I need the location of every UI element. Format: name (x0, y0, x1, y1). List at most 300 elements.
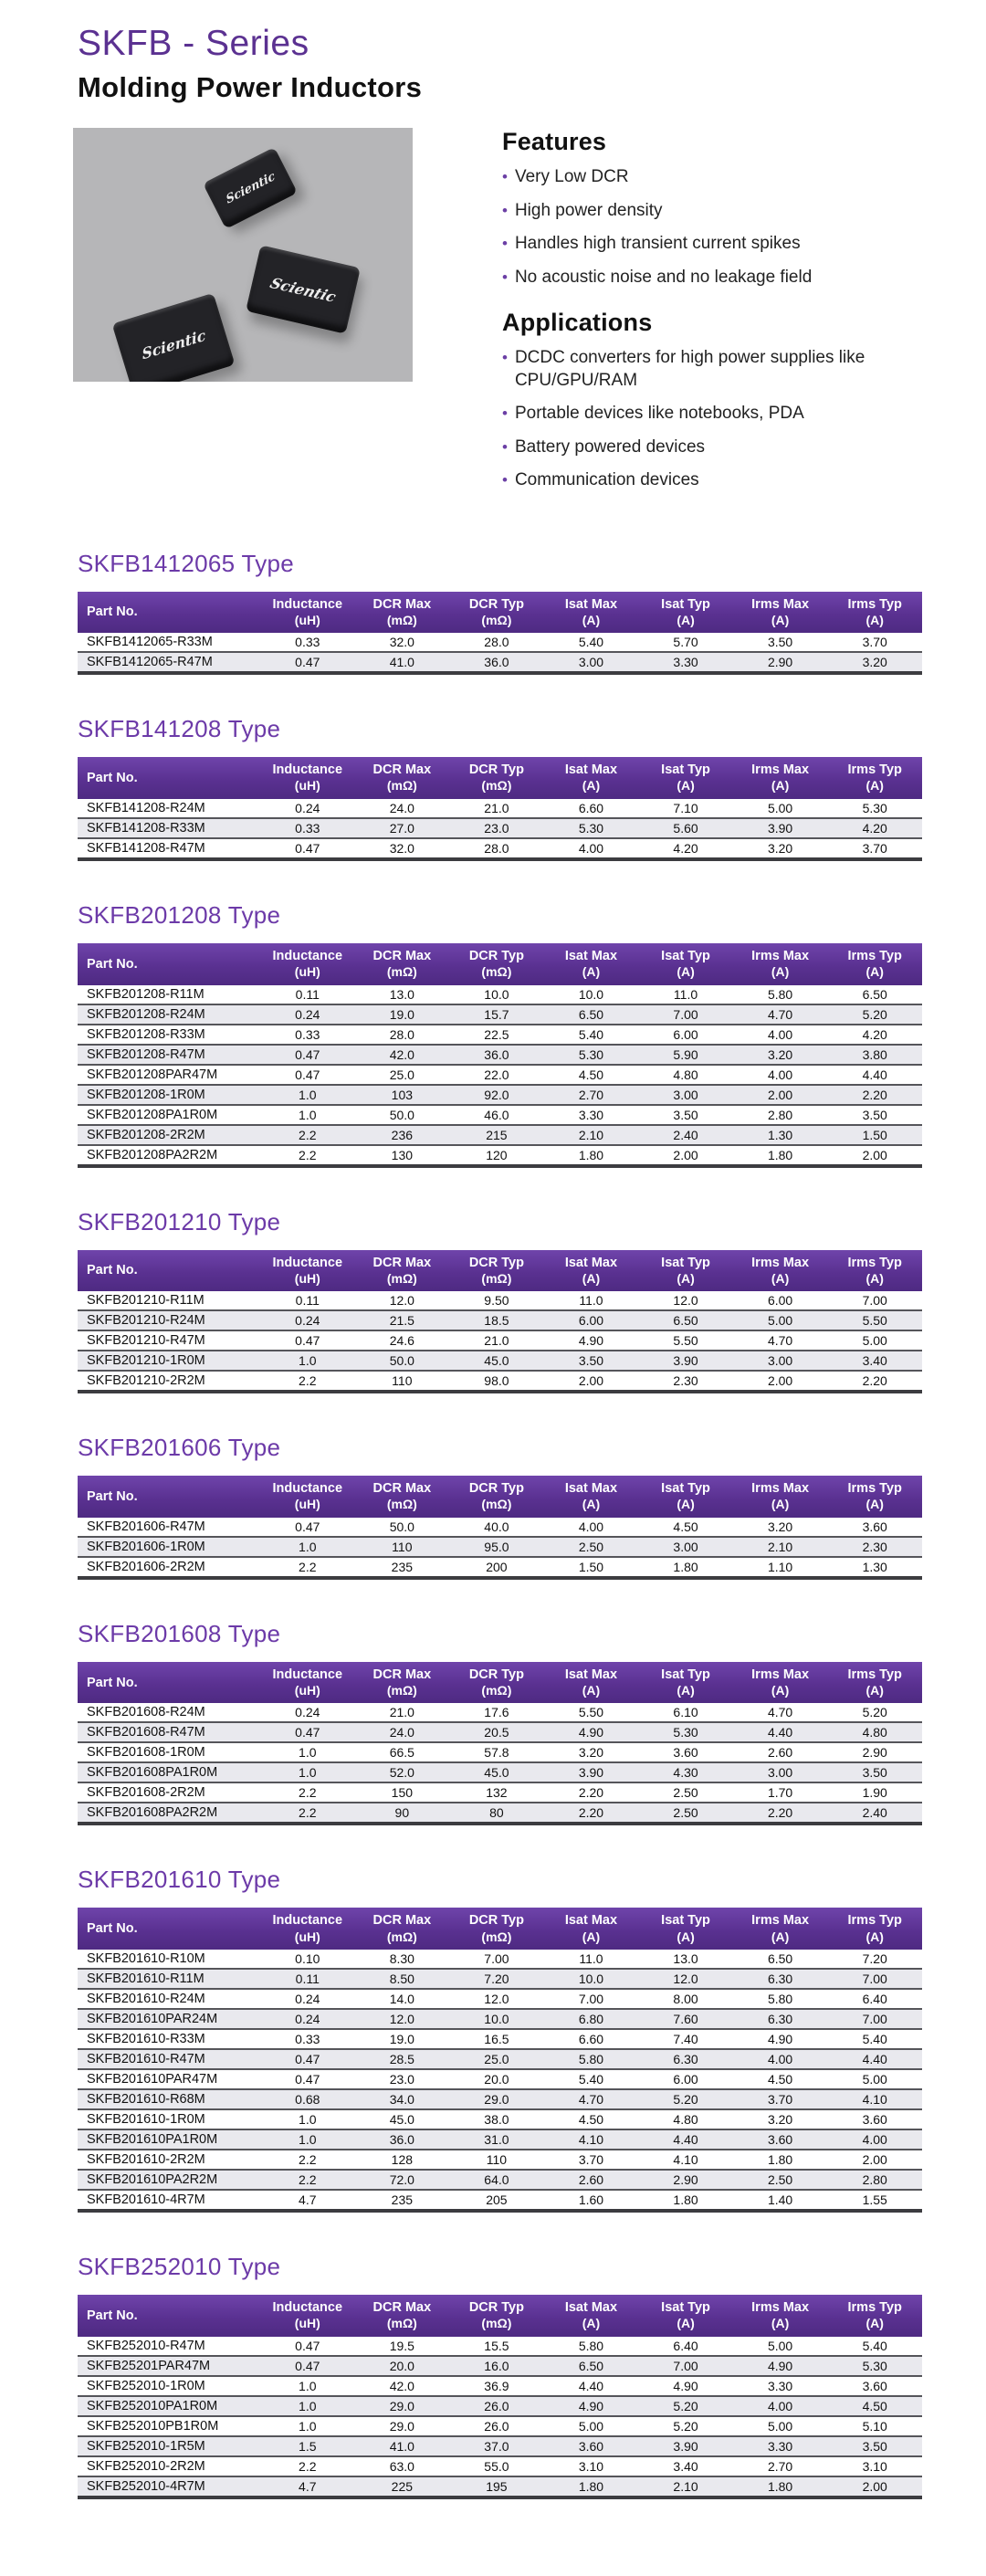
part-no-cell: SKFB201610-R68M (78, 2089, 260, 2109)
column-header-label: Isat Max (564, 1913, 618, 1929)
column-header-unit: (mΩ) (386, 1270, 417, 1286)
column-header-unit: (A) (865, 964, 884, 980)
value-cell: 2.20 (544, 1782, 639, 1803)
value-cell: 5.20 (638, 2396, 733, 2416)
column-header-unit: (A) (771, 1682, 790, 1698)
value-cell: 2.20 (544, 1803, 639, 1824)
column-header-label: DCR Max (372, 2300, 432, 2316)
part-no-cell: SKFB201210-1R0M (78, 1351, 260, 1371)
value-cell: 24.0 (355, 1722, 450, 1742)
column-header (544, 943, 639, 985)
column-header-unit: (uH) (294, 1682, 320, 1698)
value-cell: 7.00 (827, 1969, 922, 1989)
bullet-icon: • (502, 437, 508, 456)
value-cell: 4.7 (260, 2190, 355, 2211)
value-cell: 0.47 (260, 652, 355, 673)
column-header (733, 1662, 828, 1704)
value-cell: 6.30 (638, 2049, 733, 2069)
column-header (260, 943, 355, 985)
value-cell: 3.60 (638, 1742, 733, 1762)
column-header-label: Irms Typ (847, 1255, 902, 1270)
value-cell: 1.55 (827, 2190, 922, 2211)
table-header-row (78, 1908, 922, 1950)
value-cell: 22.0 (449, 1065, 544, 1085)
value-cell: 4.90 (733, 2029, 828, 2049)
value-cell: 0.33 (260, 2029, 355, 2049)
value-cell: 2.50 (544, 1537, 639, 1557)
value-cell: 0.24 (260, 1703, 355, 1722)
value-cell: 3.50 (827, 2436, 922, 2456)
column-header-label: Isat Max (564, 1667, 618, 1682)
value-cell: 8.50 (355, 1969, 450, 1989)
value-cell: 5.50 (827, 1310, 922, 1330)
value-cell: 11.0 (544, 1950, 639, 1969)
value-cell: 2.00 (827, 2476, 922, 2497)
value-cell: 0.33 (260, 633, 355, 652)
table-row (78, 2190, 922, 2211)
column-header (449, 592, 544, 634)
table-header-row (78, 592, 922, 634)
list-item-text: Portable devices like notebooks, PDA (514, 404, 804, 424)
value-cell: 0.47 (260, 2337, 355, 2356)
column-header-label: DCR Max (372, 762, 432, 778)
value-cell: 5.20 (827, 1004, 922, 1025)
value-cell: 2.10 (638, 2476, 733, 2497)
value-cell: 1.80 (544, 2476, 639, 2497)
value-cell: 1.10 (733, 1557, 828, 1578)
column-header-label: DCR Typ (468, 1913, 524, 1929)
column-header (827, 1250, 922, 1292)
value-cell: 36.9 (449, 2376, 544, 2396)
value-cell: 4.70 (733, 1703, 828, 1722)
value-cell: 2.30 (638, 1371, 733, 1392)
column-header (260, 757, 355, 799)
value-cell: 2.00 (827, 1145, 922, 1166)
value-cell: 55.0 (449, 2456, 544, 2476)
value-cell: 21.0 (449, 1330, 544, 1351)
column-header (355, 1250, 450, 1292)
value-cell: 3.90 (638, 2436, 733, 2456)
inductor-chip (112, 293, 236, 382)
part-no-header (78, 1662, 260, 1704)
column-header-unit: (A) (771, 778, 790, 794)
value-cell: 22.5 (449, 1025, 544, 1045)
column-header-label: Part No. (87, 2308, 138, 2323)
value-cell: 2.50 (638, 1803, 733, 1824)
column-header-unit: (A) (865, 1682, 884, 1698)
table-row (78, 1950, 922, 1969)
column-header-label: Irms Max (751, 1667, 810, 1682)
part-no-cell: SKFB201610-2R2M (78, 2150, 260, 2170)
column-header-label: Inductance (272, 596, 343, 612)
column-header-label: DCR Typ (468, 596, 524, 612)
value-cell: 0.47 (260, 1045, 355, 1065)
table-row (78, 1722, 922, 1742)
value-cell: 19.0 (355, 1004, 450, 1025)
value-cell: 1.0 (260, 2376, 355, 2396)
part-no-cell: SKFB201610-R33M (78, 2029, 260, 2049)
value-cell: 4.40 (544, 2376, 639, 2396)
part-no-cell: SKFB141208-R33M (78, 818, 260, 838)
value-cell: 1.90 (827, 1782, 922, 1803)
part-no-cell: SKFB141208-R47M (78, 838, 260, 859)
type-section (78, 2253, 922, 2499)
table-row (78, 2456, 922, 2476)
bullet-icon: • (502, 268, 508, 286)
value-cell: 4.20 (827, 818, 922, 838)
part-no-cell: SKFB252010-4R7M (78, 2476, 260, 2497)
table-row (78, 2150, 922, 2170)
value-cell: 10.0 (449, 985, 544, 1004)
value-cell: 1.0 (260, 1537, 355, 1557)
value-cell: 2.90 (638, 2170, 733, 2190)
value-cell: 2.20 (733, 1803, 828, 1824)
value-cell: 46.0 (449, 1105, 544, 1125)
value-cell: 45.0 (449, 1762, 544, 1782)
value-cell: 1.50 (544, 1557, 639, 1578)
features-list (502, 165, 904, 289)
column-header-unit: (A) (865, 2316, 884, 2331)
value-cell: 3.70 (544, 2150, 639, 2170)
value-cell: 27.0 (355, 818, 450, 838)
value-cell: 28.0 (449, 838, 544, 859)
value-cell: 5.40 (827, 2337, 922, 2356)
value-cell: 16.5 (449, 2029, 544, 2049)
value-cell: 2.2 (260, 1782, 355, 1803)
value-cell: 3.70 (733, 2089, 828, 2109)
column-header-unit: (mΩ) (386, 2316, 417, 2331)
column-header-unit: (mΩ) (481, 1682, 512, 1698)
value-cell: 37.0 (449, 2436, 544, 2456)
value-cell: 1.0 (260, 1762, 355, 1782)
value-cell: 215 (449, 1125, 544, 1145)
column-header-unit: (uH) (294, 1270, 320, 1286)
list-item (502, 199, 904, 223)
value-cell: 19.0 (355, 2029, 450, 2049)
type-section (78, 1620, 922, 1826)
column-header (733, 943, 828, 985)
value-cell: 40.0 (449, 1518, 544, 1537)
value-cell: 5.30 (827, 2356, 922, 2376)
value-cell: 0.47 (260, 2356, 355, 2376)
value-cell: 4.90 (544, 1330, 639, 1351)
value-cell: 4.70 (733, 1330, 828, 1351)
column-header-label: Isat Typ (661, 1913, 710, 1929)
column-header-label: Inductance (272, 2300, 343, 2316)
value-cell: 2.2 (260, 2150, 355, 2170)
column-header (733, 1250, 828, 1292)
value-cell: 29.0 (449, 2089, 544, 2109)
part-no-cell: SKFB201608-R47M (78, 1722, 260, 1742)
column-header-label: Irms Typ (847, 2300, 902, 2316)
value-cell: 6.40 (827, 1989, 922, 2009)
column-header-label: DCR Typ (468, 1481, 524, 1497)
value-cell: 28.5 (355, 2049, 450, 2069)
value-cell: 6.10 (638, 1703, 733, 1722)
value-cell: 1.80 (733, 2150, 828, 2170)
value-cell: 26.0 (449, 2416, 544, 2436)
value-cell: 3.30 (638, 652, 733, 673)
column-header (638, 943, 733, 985)
list-item-text: DCDC converters for high power supplies like CPU/GPU/RAM (514, 348, 865, 391)
column-header (544, 1908, 639, 1950)
part-no-header (78, 592, 260, 634)
value-cell: 236 (355, 1125, 450, 1145)
value-cell: 3.20 (733, 1045, 828, 1065)
table-row (78, 1518, 922, 1537)
list-item (502, 468, 904, 492)
value-cell: 4.90 (733, 2356, 828, 2376)
column-header (260, 1250, 355, 1292)
value-cell: 2.90 (733, 652, 828, 673)
value-cell: 4.00 (827, 2129, 922, 2150)
section-title: SKFB201210 Type (78, 1207, 281, 1235)
value-cell: 2.2 (260, 1557, 355, 1578)
type-section (78, 1866, 922, 2213)
value-cell: 200 (449, 1557, 544, 1578)
value-cell: 1.0 (260, 2396, 355, 2416)
column-header-label: DCR Typ (468, 948, 524, 963)
value-cell: 4.40 (733, 1722, 828, 1742)
table-row (78, 2009, 922, 2029)
value-cell: 45.0 (449, 1351, 544, 1371)
column-header-unit: (uH) (294, 964, 320, 980)
table-row (78, 1025, 922, 1045)
column-header-unit: (mΩ) (386, 1929, 417, 1944)
value-cell: 3.10 (827, 2456, 922, 2476)
column-header-label: Inductance (272, 762, 343, 778)
value-cell: 45.0 (355, 2109, 450, 2129)
column-header-unit: (mΩ) (386, 964, 417, 980)
column-header-unit: (A) (677, 1929, 695, 1944)
section-title: SKFB252010 Type (78, 2253, 281, 2281)
value-cell: 3.90 (638, 1351, 733, 1371)
column-header-label: Part No. (87, 1263, 138, 1278)
part-no-cell: SKFB201608-R24M (78, 1703, 260, 1722)
table-row (78, 2170, 922, 2190)
column-header-label: Isat Max (564, 2300, 618, 2316)
value-cell: 235 (355, 2190, 450, 2211)
value-cell: 31.0 (449, 2129, 544, 2150)
value-cell: 6.00 (733, 1291, 828, 1310)
bullet-icon: • (502, 405, 508, 423)
column-header-label: Isat Max (564, 1481, 618, 1497)
value-cell: 1.0 (260, 1105, 355, 1125)
column-header-unit: (mΩ) (481, 778, 512, 794)
value-cell: 0.10 (260, 1950, 355, 1969)
value-cell: 3.50 (733, 633, 828, 652)
value-cell: 6.00 (638, 1025, 733, 1045)
value-cell: 2.10 (544, 1125, 639, 1145)
section-title: SKFB141208 Type (78, 715, 281, 743)
value-cell: 2.00 (638, 1145, 733, 1166)
value-cell: 110 (355, 1371, 450, 1392)
doc-header (78, 24, 922, 104)
column-header-unit: (A) (677, 2316, 695, 2331)
value-cell: 10.0 (544, 985, 639, 1004)
part-no-cell: SKFB201606-1R0M (78, 1537, 260, 1557)
value-cell: 4.80 (827, 1722, 922, 1742)
value-cell: 4.40 (638, 2129, 733, 2150)
value-cell: 0.11 (260, 1969, 355, 1989)
value-cell: 2.90 (827, 1742, 922, 1762)
value-cell: 16.0 (449, 2356, 544, 2376)
value-cell: 5.40 (827, 2029, 922, 2049)
value-cell: 4.50 (544, 2109, 639, 2129)
value-cell: 7.00 (544, 1989, 639, 2009)
value-cell: 14.0 (355, 1989, 450, 2009)
column-header-label: Part No. (87, 771, 138, 786)
table-row (78, 1742, 922, 1762)
value-cell: 4.20 (638, 838, 733, 859)
bullet-icon: • (502, 349, 508, 366)
value-cell: 3.50 (638, 1105, 733, 1125)
part-no-cell: SKFB201606-2R2M (78, 1557, 260, 1578)
value-cell: 2.00 (733, 1371, 828, 1392)
column-header (355, 1476, 450, 1518)
part-no-cell: SKFB201208-R33M (78, 1025, 260, 1045)
value-cell: 3.30 (544, 1105, 639, 1125)
column-header-label: Part No. (87, 956, 138, 972)
part-no-cell: SKFB25201PAR47M (78, 2356, 260, 2376)
value-cell: 4.90 (544, 2396, 639, 2416)
table-row (78, 1969, 922, 1989)
column-header (733, 1476, 828, 1518)
value-cell: 1.60 (544, 2190, 639, 2211)
value-cell: 26.0 (449, 2396, 544, 2416)
value-cell: 5.40 (544, 1025, 639, 1045)
part-no-cell: SKFB252010-1R5M (78, 2436, 260, 2456)
column-header-label: Isat Max (564, 948, 618, 963)
column-header (260, 1662, 355, 1704)
column-header-label: Irms Typ (847, 762, 902, 778)
column-header (544, 2295, 639, 2337)
value-cell: 7.40 (638, 2029, 733, 2049)
value-cell: 4.00 (544, 838, 639, 859)
value-cell: 12.0 (638, 1291, 733, 1310)
column-header (544, 757, 639, 799)
value-cell: 1.80 (733, 2476, 828, 2497)
table-row (78, 1045, 922, 1065)
type-section (78, 1434, 922, 1580)
value-cell: 17.6 (449, 1703, 544, 1722)
column-header (544, 1662, 639, 1704)
table-row (78, 1105, 922, 1125)
part-no-header (78, 1476, 260, 1518)
spec-table (78, 1250, 922, 1394)
value-cell: 7.00 (827, 2009, 922, 2029)
value-cell: 4.80 (638, 1065, 733, 1085)
value-cell: 36.0 (449, 1045, 544, 1065)
value-cell: 24.6 (355, 1330, 450, 1351)
column-header (733, 2295, 828, 2337)
value-cell: 6.00 (544, 1310, 639, 1330)
column-header (733, 1908, 828, 1950)
column-header-unit: (A) (865, 1270, 884, 1286)
value-cell: 7.10 (638, 799, 733, 818)
column-header-label: Inductance (272, 1667, 343, 1682)
column-header-label: Irms Max (751, 596, 810, 612)
value-cell: 5.20 (827, 1703, 922, 1722)
value-cell: 4.40 (827, 2049, 922, 2069)
column-header (260, 1908, 355, 1950)
value-cell: 5.50 (544, 1703, 639, 1722)
column-header (544, 1476, 639, 1518)
column-header (733, 757, 828, 799)
column-header-unit: (mΩ) (481, 1270, 512, 1286)
column-header-label: Isat Typ (661, 1667, 710, 1682)
column-header-label: Irms Typ (847, 948, 902, 963)
value-cell: 128 (355, 2150, 450, 2170)
value-cell: 72.0 (355, 2170, 450, 2190)
value-cell: 3.70 (827, 838, 922, 859)
column-header-label: Part No. (87, 1488, 138, 1504)
column-header-label: Irms Typ (847, 1667, 902, 1682)
value-cell: 52.0 (355, 1762, 450, 1782)
value-cell: 13.0 (638, 1950, 733, 1969)
column-header-unit: (mΩ) (481, 612, 512, 627)
type-section (78, 715, 922, 861)
bullet-icon: • (502, 168, 508, 185)
part-no-cell: SKFB201610-4R7M (78, 2190, 260, 2211)
bullet-icon: • (502, 201, 508, 219)
value-cell: 5.10 (827, 2416, 922, 2436)
table-row (78, 985, 922, 1004)
column-header-unit: (A) (582, 1270, 601, 1286)
column-header-unit: (A) (582, 2316, 601, 2331)
table-row (78, 2069, 922, 2089)
column-header-unit: (A) (677, 1497, 695, 1512)
applications-block (502, 309, 904, 492)
value-cell: 6.40 (638, 2337, 733, 2356)
table-row (78, 838, 922, 859)
spec-table (78, 757, 922, 861)
value-cell: 6.60 (544, 2029, 639, 2049)
column-header-label: DCR Max (372, 596, 432, 612)
column-header-label: Inductance (272, 1255, 343, 1270)
column-header (260, 2295, 355, 2337)
column-header-unit: (A) (865, 778, 884, 794)
value-cell: 4.70 (733, 1004, 828, 1025)
column-header-label: Irms Max (751, 948, 810, 963)
column-header-unit: (mΩ) (386, 612, 417, 627)
value-cell: 34.0 (355, 2089, 450, 2109)
part-no-cell: SKFB201208PA2R2M (78, 1145, 260, 1166)
column-header-label: DCR Max (372, 1255, 432, 1270)
value-cell: 103 (355, 1085, 450, 1105)
value-cell: 132 (449, 1782, 544, 1803)
value-cell: 6.30 (733, 2009, 828, 2029)
value-cell: 1.0 (260, 1085, 355, 1105)
column-header-label: Inductance (272, 1481, 343, 1497)
value-cell: 20.5 (449, 1722, 544, 1742)
value-cell: 2.2 (260, 1371, 355, 1392)
column-header-unit: (mΩ) (386, 1497, 417, 1512)
value-cell: 0.24 (260, 799, 355, 818)
value-cell: 5.20 (638, 2089, 733, 2109)
value-cell: 36.0 (449, 652, 544, 673)
part-no-cell: SKFB201210-2R2M (78, 1371, 260, 1392)
value-cell: 29.0 (355, 2416, 450, 2436)
value-cell: 10.0 (544, 1969, 639, 1989)
value-cell: 5.30 (638, 1722, 733, 1742)
value-cell: 5.80 (733, 985, 828, 1004)
value-cell: 5.00 (827, 1330, 922, 1351)
value-cell: 8.00 (638, 1989, 733, 2009)
column-header-unit: (A) (677, 964, 695, 980)
column-header-unit: (A) (771, 2316, 790, 2331)
value-cell: 0.24 (260, 1310, 355, 1330)
